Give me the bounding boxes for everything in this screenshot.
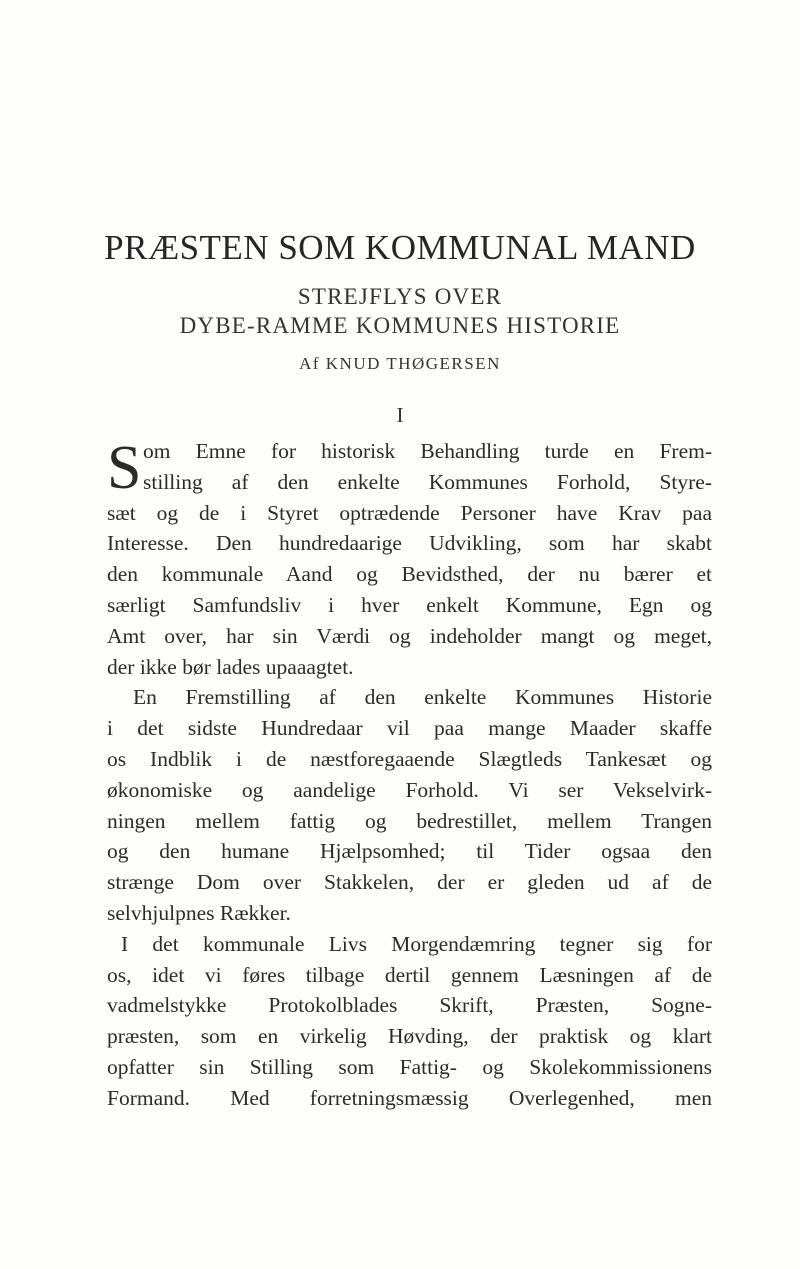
- body-text: [107, 436, 712, 1114]
- text-line: opfatter sin Stilling som Fattig- og Skolekommissionens: [107, 1054, 712, 1079]
- text-line: os Indblik i de næstforegaaende Slægtleds Tankesæt og: [107, 746, 712, 771]
- text-line: Formand. Med forretningsmæssig Overlegenhed, men: [107, 1085, 712, 1110]
- text-line: ningen mellem fattig og bedrestillet, mellem Trangen: [107, 808, 712, 833]
- section-number: I: [396, 403, 404, 427]
- text-line: i det sidste Hundredaar vil paa mange Maader skaffe: [107, 716, 712, 741]
- text-line: os, idet vi føres tilbage dertil gennem Læsningen af de: [107, 962, 712, 987]
- text-line: I det kommunale Livs Morgendæmring tegner sig for: [121, 931, 712, 956]
- article-subtitle-line-1: STREJFLYS OVER: [297, 284, 503, 309]
- paragraph-2: [107, 682, 712, 928]
- line-text: om Emne for historisk Behandling turde en Frem-: [143, 439, 712, 463]
- article-title: PRÆSTEN SOM KOMMUNAL MAND: [104, 228, 696, 267]
- text-line: økonomiske og aandelige Forhold. Vi ser Vekselvirk-: [107, 777, 712, 802]
- text-line: den kommunale Aand og Bevidsthed, der nu bærer et: [107, 562, 712, 587]
- text-line: og den humane Hjælpsomhed; til Tider ogsaa den: [107, 839, 712, 864]
- text-line: præsten, som en virkelig Høvding, der praktisk og klart: [107, 1024, 712, 1049]
- text-line: stilling af den enkelte Kommunes Forhold, Styre-: [143, 469, 712, 494]
- text-line: Interesse. Den hundredaarige Udvikling, som har skabt: [107, 531, 712, 556]
- paragraph-3: [107, 929, 712, 1114]
- text-line: strænge Dom over Stakkelen, der er gleden ud af de: [107, 870, 712, 895]
- text-line: sæt og de i Styret optrædende Personer have Krav paa: [107, 500, 712, 525]
- text-line: selvhjulpnes Rækker.: [107, 900, 291, 925]
- paragraph-1: [107, 436, 712, 682]
- text-line: særligt Samfundsliv i hver enkelt Kommune, Egn og: [107, 592, 712, 617]
- author-byline: Af KNUD THØGERSEN: [299, 354, 501, 373]
- text-line: der ikke bør lades upaaagtet.: [107, 654, 354, 679]
- text-line: vadmelstykke Protokolblades Skrift, Præsten, Sogne-: [107, 993, 712, 1018]
- text-line: Amt over, har sin Værdi og indeholder mangt og meget,: [107, 623, 712, 648]
- text-line: En Fremstilling af den enkelte Kommunes Historie: [133, 685, 712, 710]
- article-subtitle-line-2: DYBE-RAMME KOMMUNES HISTORIE: [179, 313, 621, 338]
- drop-cap: S: [107, 434, 142, 502]
